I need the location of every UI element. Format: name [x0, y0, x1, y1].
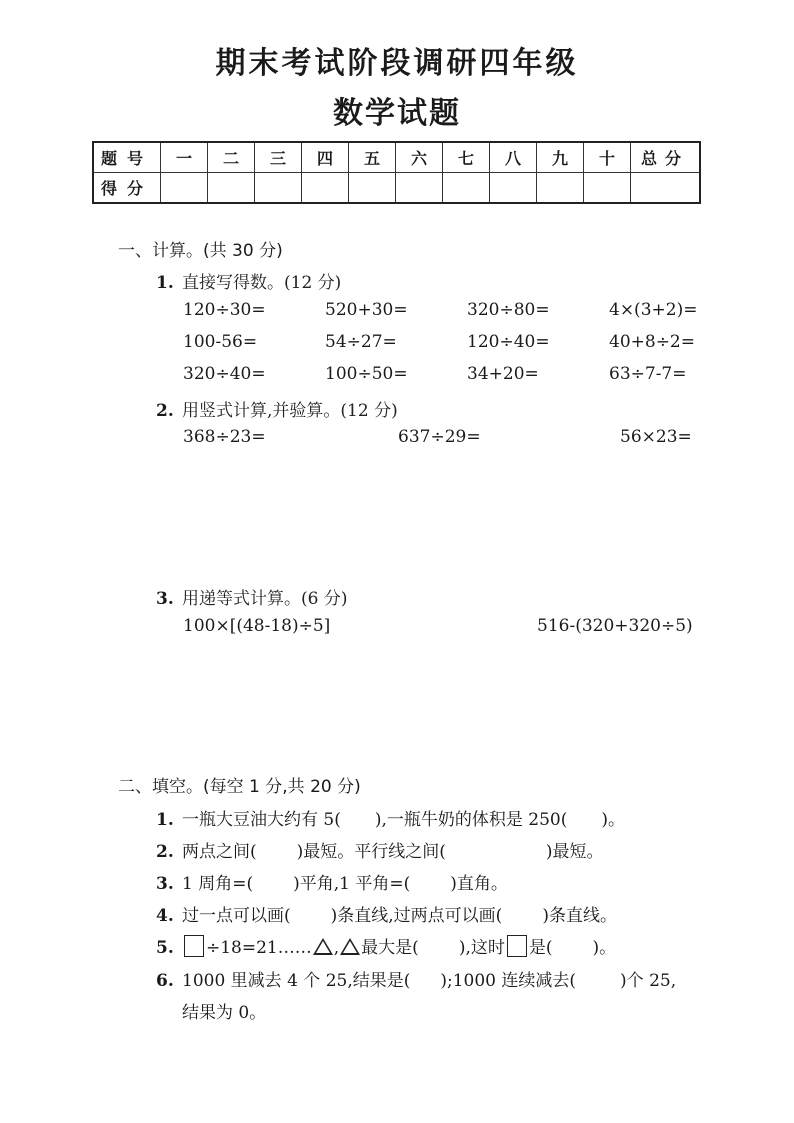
question-text: );1000 连续减去( [440, 971, 577, 991]
section1-heading: 一、计算。(共 30 分) [118, 241, 283, 261]
score-cell[interactable] [443, 173, 490, 204]
section2-q6-continuation: 结果为 0。 [182, 1003, 267, 1023]
question-text: ÷18=21…… [206, 938, 312, 958]
calc-item: 4×(3+2)= [609, 300, 698, 320]
section2-q3 [156, 869, 508, 894]
column-label: 七 [443, 142, 490, 173]
question-number: 5. [156, 938, 174, 958]
triangle-icon [340, 938, 360, 955]
vertical-calc-item: 56×23= [620, 427, 692, 447]
score-cell[interactable] [255, 173, 302, 204]
question-text: )最短。 [545, 842, 604, 862]
calc-item: 34+20= [467, 364, 539, 384]
question-number: 6. [156, 971, 174, 991]
stepwise-calc-item: 516-(320+320÷5) [537, 616, 693, 636]
question-text: )条直线。 [542, 906, 617, 926]
calc-item: 100-56= [183, 332, 258, 352]
question-text: )。 [601, 810, 626, 830]
column-label: 八 [490, 142, 537, 173]
page-title: 期末考试阶段调研四年级 [215, 46, 579, 81]
question-text: 用竖式计算,并验算。(12 分) [182, 401, 398, 421]
triangle-icon [313, 938, 333, 955]
section2-q6 [156, 966, 676, 991]
stepwise-calc-item: 100×[(48-18)÷5] [183, 616, 331, 636]
section2-q1 [156, 805, 625, 830]
question-number: 3. [156, 874, 174, 894]
question-text: 两点之间( [182, 842, 257, 862]
calc-item: 120÷30= [183, 300, 266, 320]
question-number: 4. [156, 906, 174, 926]
section1-q1 [156, 268, 341, 293]
question-text: )。 [592, 938, 617, 958]
section1-q3 [156, 584, 347, 609]
question-number: 1. [156, 273, 174, 293]
question-text: ),这时 [458, 938, 505, 958]
question-text: )条直线,过两点可以画( [330, 906, 503, 926]
vertical-calc-item: 368÷23= [183, 427, 266, 447]
page-subtitle: 数学试题 [333, 96, 461, 131]
question-text: )直角。 [450, 874, 508, 894]
square-icon[interactable] [507, 935, 527, 957]
question-number: 1. [156, 810, 174, 830]
score-cell[interactable] [161, 173, 208, 204]
question-text: 1000 里减去 4 个 25,结果是( [182, 971, 411, 991]
score-cell[interactable] [396, 173, 443, 204]
question-text: )最短。平行线之间( [296, 842, 446, 862]
score-cell[interactable] [537, 173, 584, 204]
score-cell[interactable] [584, 173, 631, 204]
question-text: 1 周角=( [182, 874, 254, 894]
section2-heading: 二、填空。(每空 1 分,共 20 分) [118, 777, 361, 797]
score-cell[interactable] [302, 173, 349, 204]
question-text: 最大是( [361, 938, 419, 958]
column-label: 六 [396, 142, 443, 173]
question-number: 2. [156, 401, 174, 421]
column-label: 九 [537, 142, 584, 173]
question-text: ),一瓶牛奶的体积是 250( [374, 810, 568, 830]
question-text: 过一点可以画( [182, 906, 291, 926]
column-label: 一 [161, 142, 208, 173]
calc-item: 40+8÷2= [609, 332, 695, 352]
total-score-label: 总分 [631, 142, 701, 173]
question-text: 直接写得数。(12 分) [182, 273, 342, 293]
question-number: 2. [156, 842, 174, 862]
calc-item: 520+30= [325, 300, 408, 320]
question-text: 一瓶大豆油大约有 5( [182, 810, 341, 830]
row-label-score: 得分 [93, 173, 161, 204]
calc-item: 320÷40= [183, 364, 266, 384]
column-label: 四 [302, 142, 349, 173]
vertical-calc-item: 637÷29= [398, 427, 481, 447]
calc-item: 54÷27= [325, 332, 397, 352]
square-icon[interactable] [184, 935, 204, 957]
question-number: 3. [156, 589, 174, 609]
question-text: 是( [528, 938, 553, 958]
question-text: )平角,1 平角=( [293, 874, 411, 894]
column-label: 三 [255, 142, 302, 173]
score-cell[interactable] [349, 173, 396, 204]
score-table-score-row [93, 173, 700, 204]
score-cell[interactable] [208, 173, 255, 204]
calc-item: 120÷40= [467, 332, 550, 352]
column-label: 二 [208, 142, 255, 173]
question-text: )个 25, [620, 971, 677, 991]
score-cell[interactable] [490, 173, 537, 204]
section2-q4 [156, 901, 617, 926]
section1-q2 [156, 396, 398, 421]
column-label: 十 [584, 142, 631, 173]
column-label: 五 [349, 142, 396, 173]
score-table-header-row [93, 142, 700, 173]
total-score-cell[interactable] [631, 173, 701, 204]
section2-q2 [156, 837, 604, 862]
section2-q5 [156, 933, 616, 958]
row-label-question-number: 题号 [93, 142, 161, 173]
score-table [92, 141, 701, 204]
calc-item: 320÷80= [467, 300, 550, 320]
calc-item: 63÷7-7= [609, 364, 687, 384]
calc-item: 100÷50= [325, 364, 408, 384]
question-text: , [333, 938, 340, 958]
question-text: 用递等式计算。(6 分) [182, 589, 348, 609]
